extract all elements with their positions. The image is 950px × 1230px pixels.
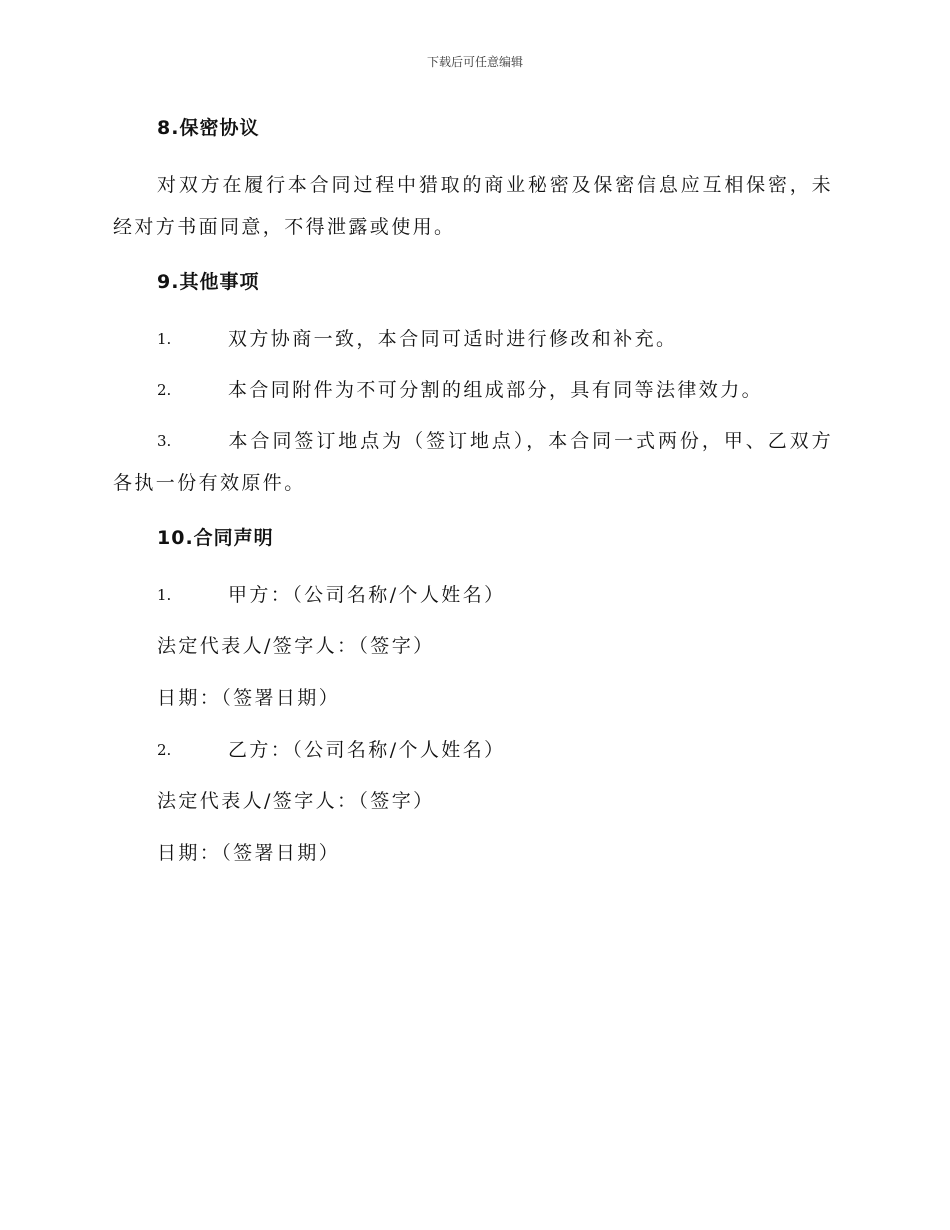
list-item-text: 本合同签订地点为（签订地点），本合同一式两份，甲、乙双方各执一份有效原件。 bbox=[113, 430, 833, 494]
party-b-name-text: 乙方：（公司名称/个人姓名） bbox=[228, 739, 506, 761]
party-b-date-line: 日期：（签署日期） bbox=[157, 842, 341, 864]
section-title-contract-declaration: 10.合同声明 bbox=[157, 527, 274, 549]
document-body bbox=[113, 112, 833, 884]
party-a-name-text: 甲方：（公司名称/个人姓名） bbox=[228, 584, 506, 606]
section-title-other-matters: 9.其他事项 bbox=[157, 271, 260, 293]
list-item-text: 双方协商一致，本合同可适时进行修改和补充。 bbox=[228, 328, 678, 350]
list-item-text: 本合同附件为不可分割的组成部分，具有同等法律效力。 bbox=[228, 379, 764, 401]
list-item-number: 1. bbox=[157, 330, 172, 348]
confidentiality-paragraph: 对双方在履行本合同过程中猎取的商业秘密及保密信息应互相保密，未经对方书面同意，不得泄露或使用。 bbox=[113, 174, 833, 238]
party-b-name-line bbox=[113, 729, 833, 771]
list-item-number: 2. bbox=[157, 741, 172, 759]
party-a-date-line: 日期：（签署日期） bbox=[157, 687, 341, 709]
page-header: 下载后可任意编辑 bbox=[426, 55, 523, 69]
list-item-number: 1. bbox=[157, 586, 172, 604]
list-item bbox=[113, 318, 833, 360]
party-a-representative-line: 法定代表人/签字人：（签字） bbox=[157, 635, 435, 657]
list-item-number: 2. bbox=[157, 381, 172, 399]
list-item bbox=[113, 420, 833, 504]
party-a-name-line bbox=[113, 574, 833, 616]
list-item bbox=[113, 369, 833, 411]
list-item-number: 3. bbox=[157, 432, 172, 450]
party-b-representative-line: 法定代表人/签字人：（签字） bbox=[157, 790, 435, 812]
section-title-confidentiality: 8.保密协议 bbox=[157, 117, 260, 139]
